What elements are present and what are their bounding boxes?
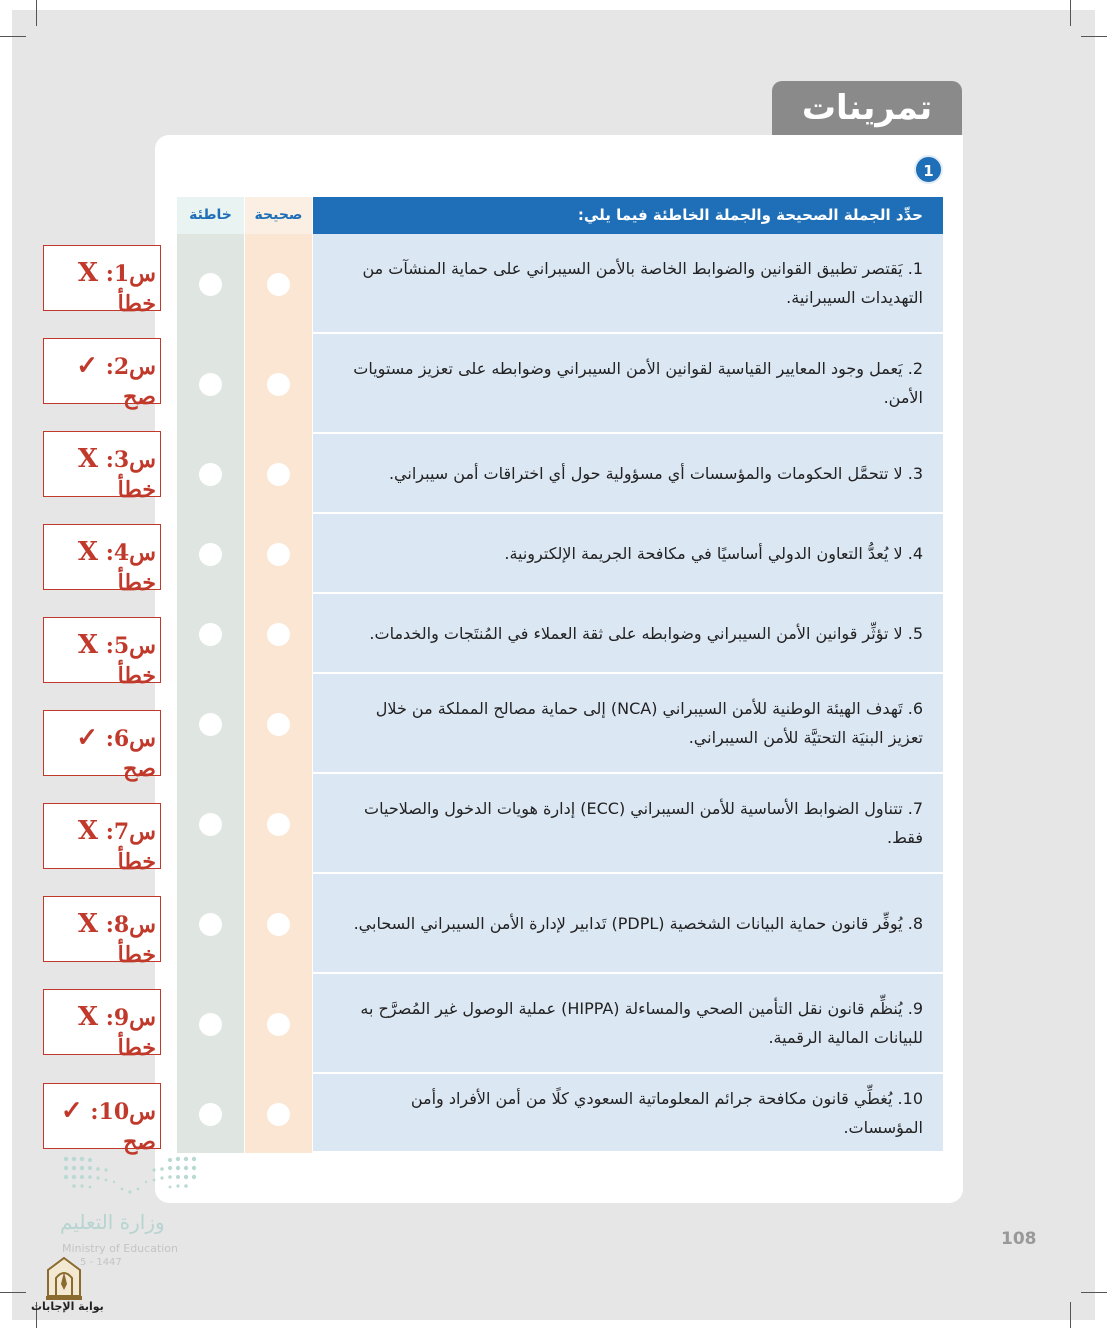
false-cell [177, 1074, 244, 1153]
statement-text: 8. يُوفِّر قانون حماية البيانات الشخصية (PDPL) تَدابير لإدارة الأمن السيبراني السحابي. [313, 874, 943, 974]
crop-mark [1081, 1292, 1107, 1293]
answer-result: خطأ [117, 1035, 156, 1061]
table-row [177, 234, 943, 334]
table-row [177, 594, 943, 674]
crop-mark [0, 1292, 26, 1293]
true-cell [245, 974, 312, 1074]
statement-text: 5. لا تؤثِّر قوانين الأمن السيبراني وضوابطه على ثقة العملاء في المُنتَجات والخدمات. [313, 594, 943, 674]
statement-text: 2. يَعمل وجود المعايير القياسية لقوانين الأمن السيبراني وضوابطه على تعزيز مستويات الأمن. [313, 334, 943, 434]
ministry-name-english: Ministry of Education [62, 1242, 179, 1255]
answer-box [43, 338, 161, 410]
question-label: س4: [105, 540, 156, 566]
true-cell [245, 874, 312, 974]
question-label: س9: [105, 1005, 156, 1031]
false-radio[interactable] [199, 373, 222, 396]
true-radio[interactable] [267, 543, 290, 566]
answer-box [43, 803, 161, 875]
cross-icon: X [77, 816, 99, 846]
check-icon: ✓ [60, 1096, 83, 1126]
cross-icon: X [77, 1002, 99, 1032]
answer-box [43, 431, 161, 503]
exercise-number-badge: 1 [914, 155, 943, 184]
true-radio[interactable] [267, 713, 290, 736]
true-radio[interactable] [267, 1103, 290, 1126]
crop-mark [1070, 0, 1071, 26]
answer-box [43, 524, 161, 596]
false-radio[interactable] [199, 273, 222, 296]
true-cell [245, 1074, 312, 1153]
section-title: تمرينات [772, 81, 962, 135]
false-cell [177, 774, 244, 874]
true-radio[interactable] [267, 813, 290, 836]
answer-result: خطأ [117, 291, 156, 317]
true-radio[interactable] [267, 463, 290, 486]
question-label: س6: [105, 726, 156, 752]
cross-icon: X [77, 258, 99, 288]
statement-text: 1. يَقتصر تطبيق القوانين والضوابط الخاصة بالأمن السيبراني على حماية المنشآت من التهديدات السيبرانية. [313, 234, 943, 334]
cross-icon: X [77, 630, 99, 660]
true-cell [245, 334, 312, 434]
statement-text: 4. لا يُعدُّ التعاون الدولي أساسيًا في مكافحة الجريمة الإلكترونية. [313, 514, 943, 594]
page-number: 108 [1001, 1229, 1037, 1249]
answer-result: صح [123, 384, 156, 410]
crop-mark [36, 0, 37, 26]
true-radio[interactable] [267, 1013, 290, 1036]
question-label: س3: [105, 447, 156, 473]
false-cell [177, 674, 244, 774]
statement-text: 9. يُنظِّم قانون نقل التأمين الصحي والمساءلة (HIPPA) عملية الوصول غير المُصرَّح به للبيانات المالية الرقمية. [313, 974, 943, 1074]
instruction-header: حدِّد الجملة الصحيحة والجملة الخاطئة فيما يلي: [313, 197, 943, 234]
true-cell [245, 594, 312, 674]
true-cell [245, 674, 312, 774]
answer-result: خطأ [117, 663, 156, 689]
true-radio[interactable] [267, 913, 290, 936]
answer-result: خطأ [117, 477, 156, 503]
question-label: س10: [90, 1099, 156, 1125]
false-radio[interactable] [199, 813, 222, 836]
false-cell [177, 434, 244, 514]
table-row [177, 774, 943, 874]
false-cell [177, 334, 244, 434]
table-row [177, 874, 943, 974]
true-cell [245, 514, 312, 594]
ministry-logo-icon [62, 1155, 198, 1197]
table-row [177, 514, 943, 594]
cross-icon: X [77, 444, 99, 474]
crop-mark [1070, 1302, 1071, 1328]
table-row [177, 334, 943, 434]
true-cell [245, 434, 312, 514]
table-row [177, 1074, 943, 1153]
false-radio[interactable] [199, 913, 222, 936]
false-radio[interactable] [199, 623, 222, 646]
question-label: س7: [105, 819, 156, 845]
table-row [177, 434, 943, 514]
answer-box [43, 617, 161, 689]
answer-box [43, 896, 161, 968]
false-cell [177, 874, 244, 974]
false-cell [177, 594, 244, 674]
false-cell [177, 974, 244, 1074]
table-row [177, 674, 943, 774]
false-radio[interactable] [199, 1103, 222, 1126]
false-cell [177, 514, 244, 594]
answer-result: خطأ [117, 942, 156, 968]
true-radio[interactable] [267, 373, 290, 396]
answer-result: خطأ [117, 570, 156, 596]
false-column-header: خاطئة [177, 197, 244, 234]
true-cell [245, 774, 312, 874]
true-radio[interactable] [267, 273, 290, 296]
question-label: س2: [105, 354, 156, 380]
answer-result: صح [123, 756, 156, 782]
cross-icon: X [77, 537, 99, 567]
false-radio[interactable] [199, 1013, 222, 1036]
answer-result: خطأ [117, 849, 156, 875]
false-radio[interactable] [199, 463, 222, 486]
question-label: س1: [105, 261, 156, 287]
portal-logo-icon [44, 1256, 84, 1302]
statement-text: 10. يُغطِّي قانون مكافحة جرائم المعلوماتية السعودي كلًا من أمن الأفراد وأمن المؤسسات. [313, 1074, 943, 1153]
statement-text: 7. تتناول الضوابط الأساسية للأمن السيبراني (ECC) إدارة هويات الدخول والصلاحيات فقط. [313, 774, 943, 874]
true-cell [245, 234, 312, 334]
crop-mark [0, 36, 26, 37]
statement-text: 3. لا تتحمَّل الحكومات والمؤسسات أي مسؤولية حول أي اختراقات أمن سيبراني. [313, 434, 943, 514]
edition-year: 5 - 1447 [80, 1257, 122, 1268]
crop-mark [1081, 36, 1107, 37]
true-radio[interactable] [267, 623, 290, 646]
statement-text: 6. تَهدف الهيئة الوطنية للأمن السيبراني (NCA) إلى حماية مصالح المملكة من خلال تعزيز البنيَة التحتيَّة للأمن السيبراني. [313, 674, 943, 774]
true-column-header: صحيحة [245, 197, 312, 234]
answer-box [43, 245, 161, 317]
question-label: س5: [105, 633, 156, 659]
table-row [177, 974, 943, 1074]
false-cell [177, 234, 244, 334]
portal-name: بوابة الإجابات [31, 1300, 104, 1313]
answer-box [43, 1083, 161, 1155]
answer-box [43, 989, 161, 1061]
answer-box [43, 710, 161, 782]
false-radio[interactable] [199, 713, 222, 736]
ministry-name-arabic: وزارة التعليم [60, 1210, 165, 1234]
false-radio[interactable] [199, 543, 222, 566]
check-icon: ✓ [76, 723, 99, 753]
check-icon: ✓ [76, 351, 99, 381]
question-label: س8: [105, 912, 156, 938]
cross-icon: X [77, 909, 99, 939]
answer-result: صح [123, 1129, 156, 1155]
